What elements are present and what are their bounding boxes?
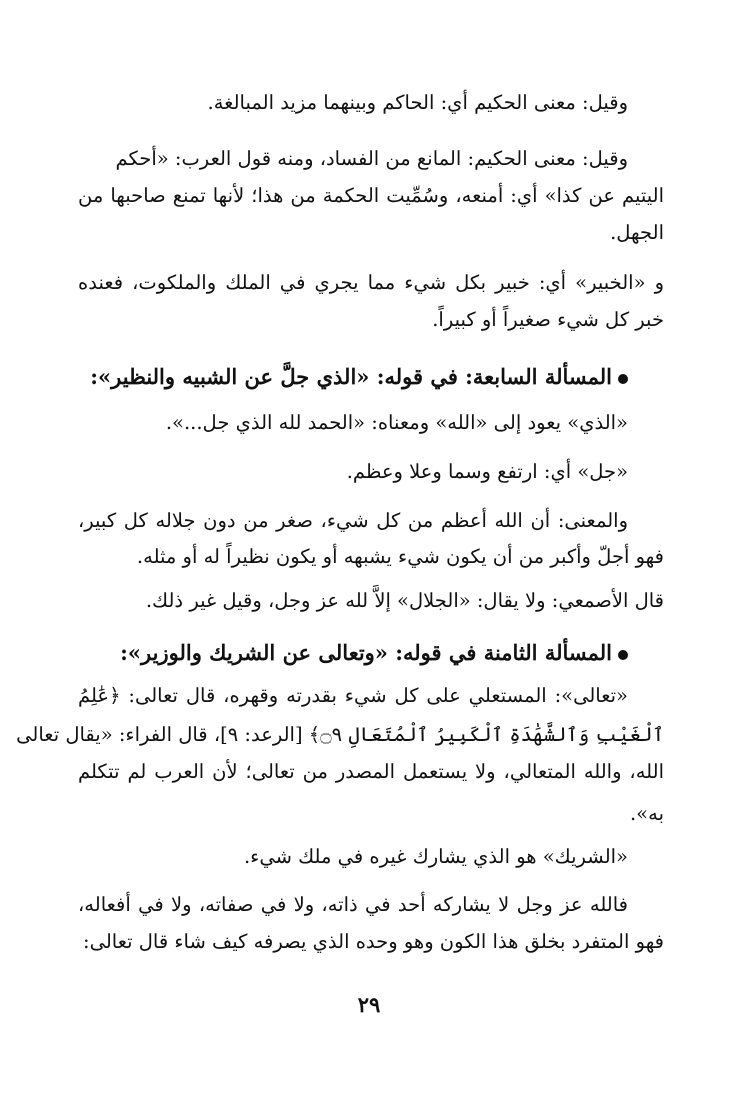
text-line: «الشريك» هو الذي يشارك غيره في ملك شيء. xyxy=(243,845,628,868)
text-line: «الذي» يعود إلى «الله» ومعناه: «الحمد لله الذي جل...». xyxy=(165,411,628,434)
section-heading xyxy=(78,636,628,670)
bullet-icon xyxy=(618,650,628,660)
text-line: خبر كل شيء صغيراً أو كبيراً. xyxy=(432,308,664,331)
text-line: «تعالى»: المستعلي على كل شيء بقدرته وقهره، قال تعالى: ﴿عَٰلِمُ xyxy=(78,684,628,707)
section-heading-text: المسألة السابعة: في قوله: «الذي جلَّ عن الشبيه والنظير»: xyxy=(90,364,612,389)
section-heading-text: المسألة الثامنة في قوله: «وتعالى عن الشريك والوزير»: xyxy=(120,640,612,665)
text-line: الله، والله المتعالي، ولا يستعمل المصدر من تعالى؛ لأن العرب لم تتكلم xyxy=(78,760,664,783)
text-line: الجهل. xyxy=(610,221,664,244)
text-line: فهو أجلّ وأكبر من أن يكون شيء يشبهه أو يكون نظيراً له أو مثله. xyxy=(136,545,664,568)
text-line: قال الأصمعي: ولا يقال: «الجلال» إلاَّ لله عز وجل، وقيل غير ذلك. xyxy=(145,589,664,612)
text-line: «جل» أي: ارتفع وسما وعلا وعظم. xyxy=(346,460,628,483)
text-line: فهو المتفرد بخلق هذا الكون وهو وحده الذي يصرفه كيف شاء قال تعالى: xyxy=(83,930,664,953)
text-line: و «الخبير» أي: خبير بكل شيء مما يجري في الملك والملكوت، فعنده xyxy=(78,271,664,294)
text-line: به». xyxy=(629,802,664,825)
text-line: والمعنى: أن الله أعظم من كل شيء، صغر من دون جلاله كل كبير، xyxy=(78,509,628,532)
text-line: اليتيم عن كذا» أي: أمنعه، وسُمِّيت الحكمة من هذا؛ لأنها تمنع صاحبها من xyxy=(78,184,664,207)
bullet-icon xyxy=(618,374,628,384)
page-number: ٢٩ xyxy=(357,992,381,1017)
text-line: فالله عز وجل لا يشاركه أحد في ذاته، ولا في صفاته، ولا في أفعاله، xyxy=(78,893,628,916)
quran-verse-line: ٱلْغَيْبِ وَٱلشَّهَٰدَةِ ٱلْكَبِيرُ ٱلْمُتَعَالِ ۝٩﴾ [الرعد: ٩]، قال الفراء: «يقال تعالى xyxy=(16,723,664,746)
text-line: وقيل: معنى الحكيم: المانع من الفساد، ومنه قول العرب: «أحكم xyxy=(115,147,628,170)
section-heading xyxy=(78,360,628,394)
text-line: وقيل: معنى الحكيم أي: الحاكم وبينهما مزيد المبالغة. xyxy=(207,91,628,114)
